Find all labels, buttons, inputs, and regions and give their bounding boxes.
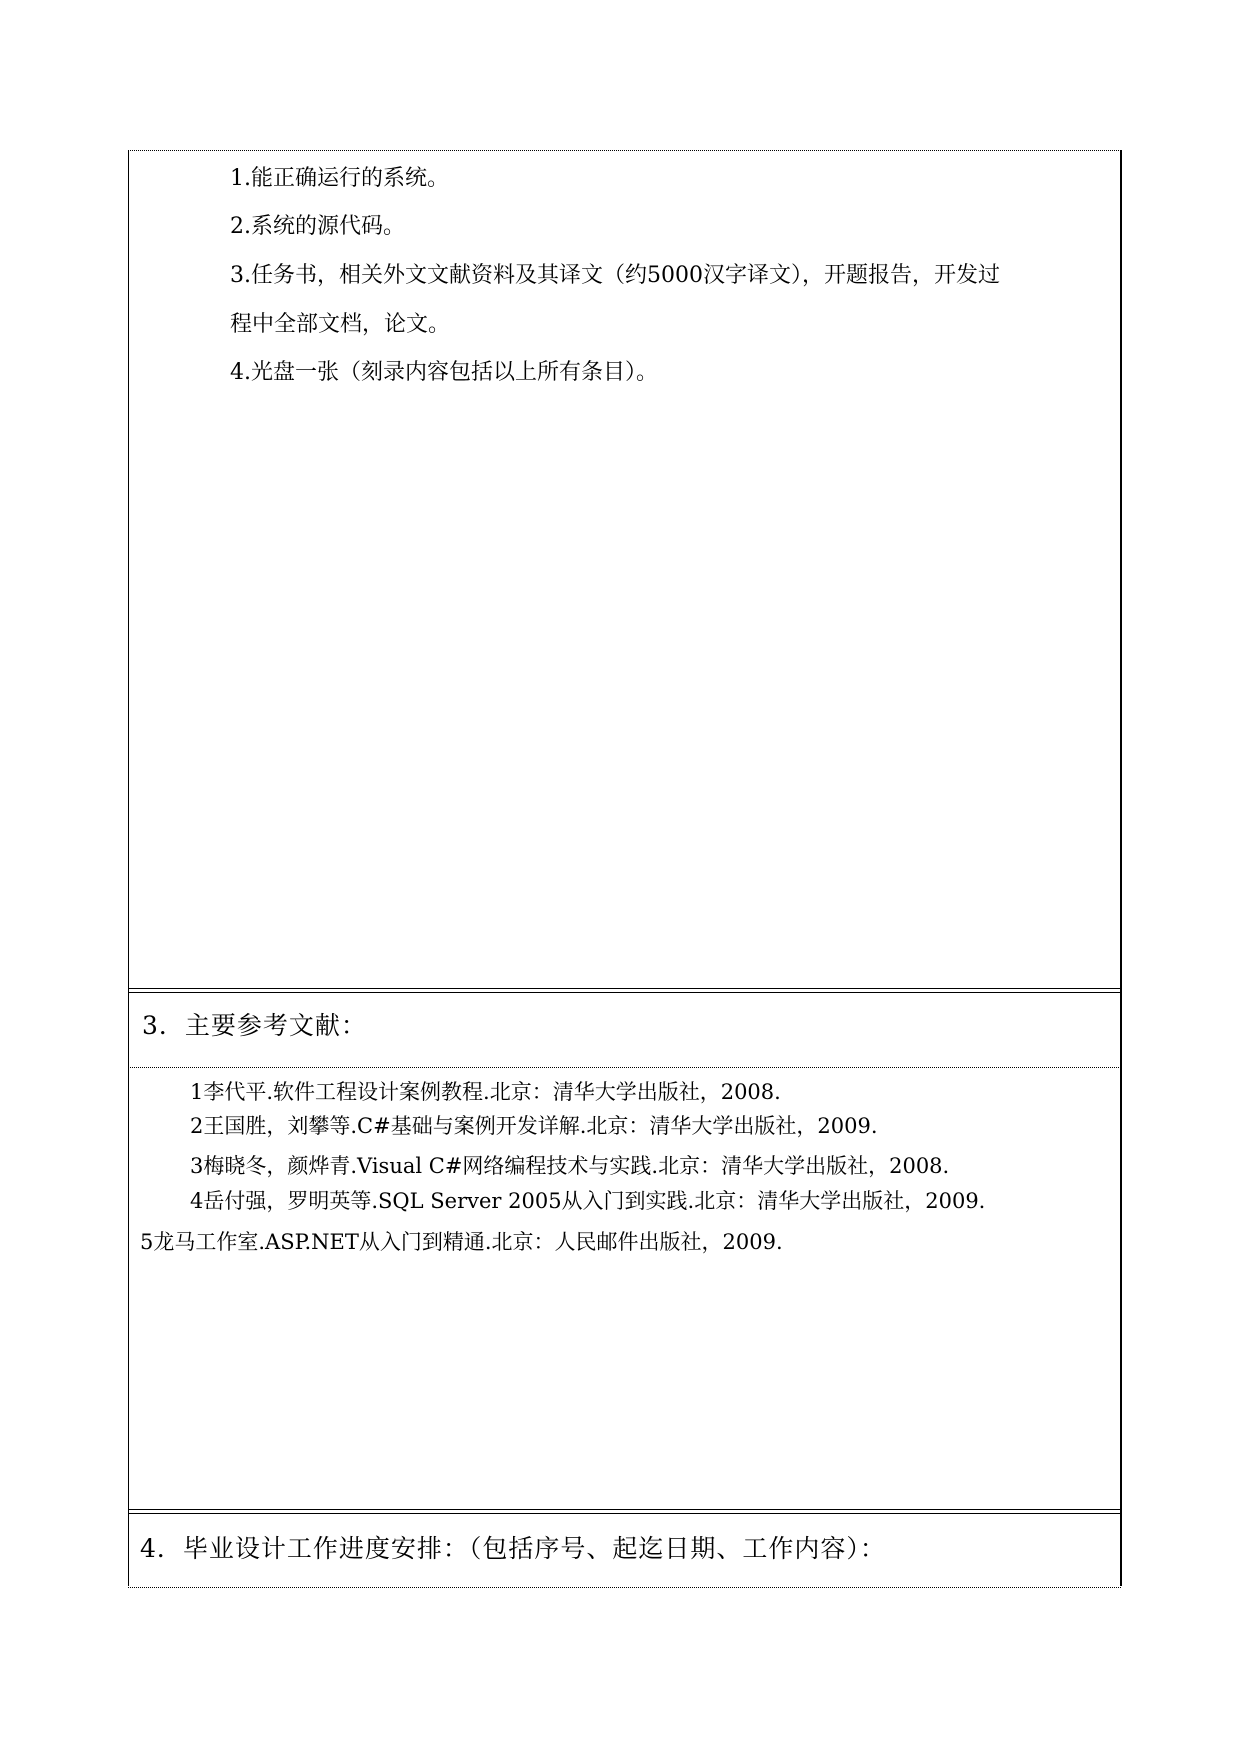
top-dotted-border <box>128 150 1121 151</box>
section-divider-4 <box>128 1509 1121 1514</box>
deliverable-item-1: 1.能正确运行的系统。 <box>230 166 449 191</box>
section-3-title: 3．主要参考文献： <box>142 1011 367 1040</box>
reference-item-2: 2王国胜，刘攀等.C#基础与案例开发详解.北京：清华大学出版社，2009. <box>190 1114 878 1138</box>
deliverable-item-2: 2.系统的源代码。 <box>230 214 405 239</box>
reference-item-1: 1李代平.软件工程设计案例教程.北京：清华大学出版社，2008. <box>190 1080 781 1104</box>
reference-item-5: 5龙马工作室.ASP.NET从入门到精通.北京：人民邮件出版社，2009. <box>140 1230 783 1254</box>
reference-item-3: 3梅晓冬，颜烨青.Visual C#网络编程技术与实践.北京：清华大学出版社，2008. <box>190 1154 950 1178</box>
section-divider-3 <box>128 988 1121 993</box>
section-3-dotted-rule <box>128 1067 1121 1068</box>
section-4-dotted-rule <box>128 1587 1121 1588</box>
deliverable-item-4: 4.光盘一张（刻录内容包括以上所有条目）。 <box>230 360 658 385</box>
deliverable-item-3-continued: 程中全部文档，论文。 <box>230 312 451 337</box>
section-4-title: 4．毕业设计工作进度安排：（包括序号、起迄日期、工作内容）： <box>140 1534 886 1563</box>
deliverable-item-3: 3.任务书，相关外文文献资料及其译文（约5000汉字译文），开题报告，开发过 <box>230 263 1000 288</box>
reference-item-4: 4岳付强，罗明英等.SQL Server 2005从入门到实践.北京：清华大学出版社，2009. <box>190 1189 986 1213</box>
